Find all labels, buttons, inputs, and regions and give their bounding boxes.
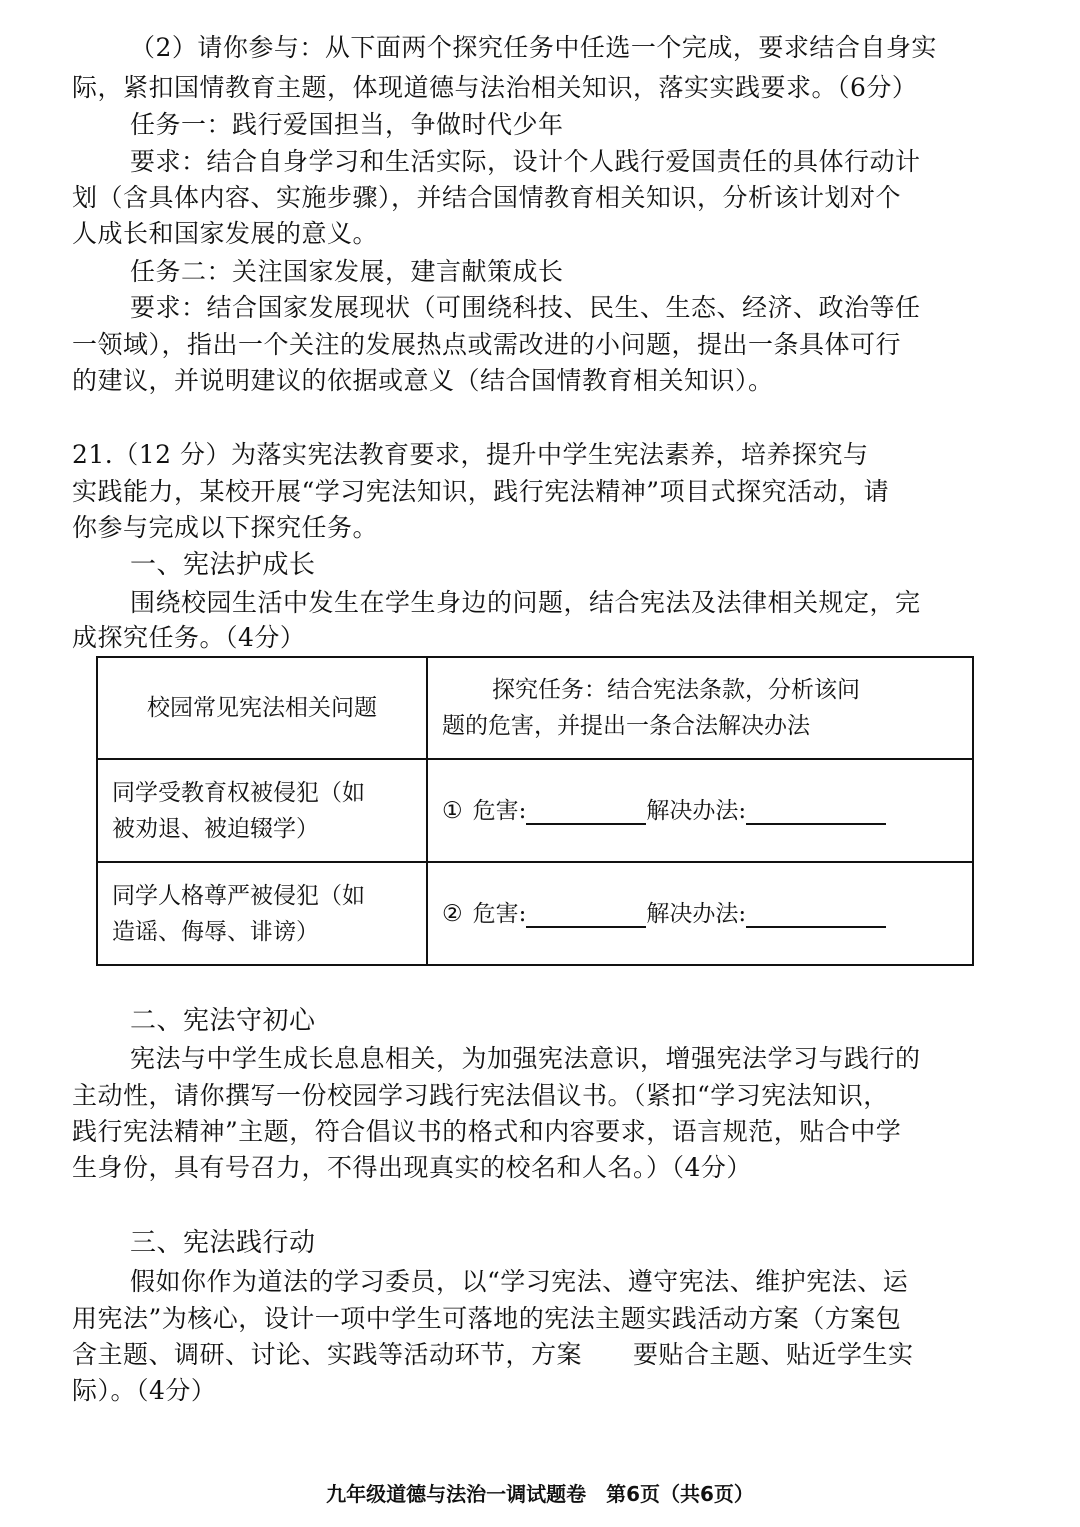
section3-text-line4: 际）。（4分） bbox=[72, 1376, 217, 1405]
section1-text-line1: 围绕校园生活中发生在学生身边的问题，结合宪法及法律相关规定，完 bbox=[130, 588, 921, 617]
section3-title: 三、宪法践行动 bbox=[130, 1228, 316, 1258]
section2-text-line1: 宪法与中学生成长息息相关，为加强宪法意识，增强宪法学习与践行的 bbox=[130, 1044, 921, 1073]
answer-number: ② bbox=[442, 900, 463, 927]
table-row-answer bbox=[427, 862, 973, 965]
solution-label: 解决办法: bbox=[646, 797, 747, 824]
section2-title: 二、宪法守初心 bbox=[130, 1006, 316, 1036]
task2-requirement-line2: 一领域），指出一个关注的发展热点或需改进的小问题，提出一条具体可行 bbox=[72, 330, 902, 359]
part2-intro-line1: （2）请你参与：从下面两个探究任务中任选一个完成，要求结合自身实 bbox=[130, 33, 937, 62]
task1-requirement-line2: 划（含具体内容、实施步骤），并结合国情教育相关知识，分析该计划对个 bbox=[72, 183, 902, 212]
task1-requirement-line1: 要求：结合自身学习和生活实际，设计个人践行爱国责任的具体行动计 bbox=[130, 147, 921, 176]
section1-title: 一、宪法护成长 bbox=[130, 550, 316, 580]
table-header-left: 校园常见宪法相关问题 bbox=[97, 657, 427, 759]
answer-number: ① bbox=[442, 797, 463, 824]
task2-requirement-line1: 要求：结合国家发展现状（可围绕科技、民生、生态、经济、政治等任 bbox=[130, 293, 921, 322]
harm-label: 危害: bbox=[472, 797, 527, 824]
table-header-right-line1: 探究任务：结合宪法条款，分析该问 bbox=[492, 677, 860, 703]
problem-text-line1: 同学人格尊严被侵犯（如 bbox=[112, 882, 365, 909]
table-header-row bbox=[97, 657, 973, 759]
table-row bbox=[97, 862, 973, 965]
harm-label: 危害: bbox=[472, 900, 527, 927]
q21-intro-line3: 你参与完成以下探究任务。 bbox=[72, 513, 379, 542]
constitution-issues-table bbox=[96, 656, 974, 966]
section3-text-line3: 含主题、调研、讨论、实践等活动环节，方案 要贴合主题、贴近学生实 bbox=[72, 1340, 914, 1369]
table-header-right-line2: 题的危害，并提出一条合法解决办法 bbox=[442, 713, 810, 739]
task1-requirement-line3: 人成长和国家发展的意义。 bbox=[72, 219, 379, 248]
table-row-problem bbox=[97, 759, 427, 862]
section3-text-line2: 用宪法”为核心，设计一项中学生可落地的宪法主题实践活动方案（方案包 bbox=[72, 1304, 902, 1333]
solution-answer-blank[interactable] bbox=[746, 799, 886, 825]
problem-text-line2: 造谣、侮辱、诽谤） bbox=[112, 918, 319, 945]
q21-intro-line2: 实践能力，某校开展“学习宪法知识，践行宪法精神”项目式探究活动，请 bbox=[72, 477, 890, 506]
q21-intro-line1: 21.（12 分）为落实宪法教育要求，提升中学生宪法素养，培养探究与 bbox=[72, 440, 869, 469]
problem-text-line2: 被劝退、被迫辍学） bbox=[112, 815, 319, 842]
task2-requirement-line3: 的建议，并说明建议的依据或意义（结合国情教育相关知识）。 bbox=[72, 366, 774, 395]
harm-answer-blank[interactable] bbox=[526, 902, 646, 928]
section3-text-line1: 假如你作为道法的学习委员，以“学习宪法、遵守宪法、维护宪法、运 bbox=[130, 1267, 909, 1296]
solution-answer-blank[interactable] bbox=[746, 902, 886, 928]
section2-text-line4: 生身份，具有号召力，不得出现真实的校名和人名。）（4分） bbox=[72, 1153, 752, 1182]
section1-text-line2: 成探究任务。（4分） bbox=[72, 623, 306, 652]
harm-answer-blank[interactable] bbox=[526, 799, 646, 825]
problem-text-line1: 同学受教育权被侵犯（如 bbox=[112, 779, 365, 806]
page-footer: 九年级道德与法治一调试题卷 第6页（共6页） bbox=[326, 1482, 754, 1506]
table-row-problem bbox=[97, 862, 427, 965]
section2-text-line2: 主动性，请你撰写一份校园学习践行宪法倡议书。（紧扣“学习宪法知识， bbox=[72, 1081, 889, 1110]
task1-title: 任务一：践行爱国担当，争做时代少年 bbox=[130, 110, 564, 139]
table-row-answer bbox=[427, 759, 973, 862]
table-header-right bbox=[427, 657, 973, 759]
table-row bbox=[97, 759, 973, 862]
task2-title: 任务二：关注国家发展，建言献策成长 bbox=[130, 257, 564, 286]
part2-intro-line2: 际，紧扣国情教育主题，体现道德与法治相关知识，落实实践要求。（6分） bbox=[72, 73, 918, 102]
solution-label: 解决办法: bbox=[646, 900, 747, 927]
section2-text-line3: 践行宪法精神”主题，符合倡议书的格式和内容要求，语言规范，贴合中学 bbox=[72, 1117, 902, 1146]
